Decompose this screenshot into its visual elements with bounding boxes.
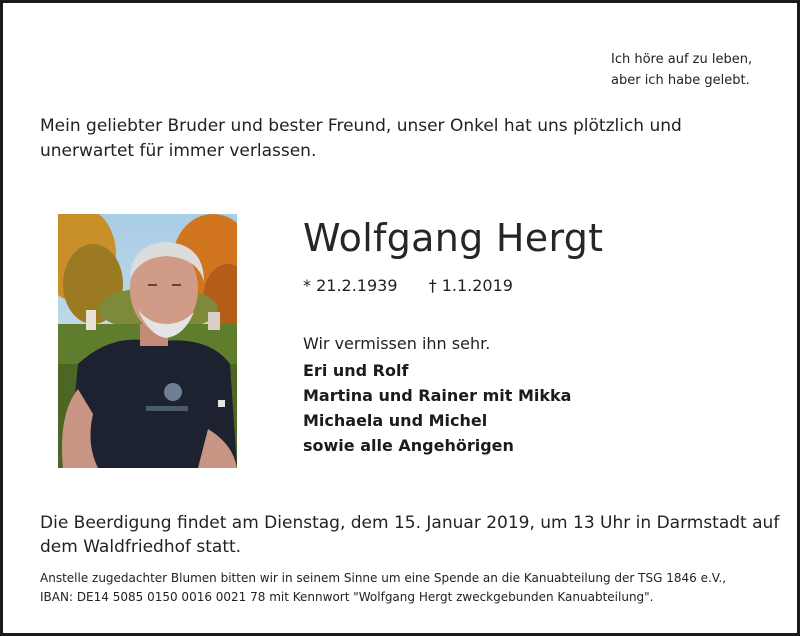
quote-line-2: aber ich habe gelebt.	[611, 73, 750, 88]
death-date: † 1.1.2019	[428, 276, 513, 295]
quote-line-1: Ich höre auf zu leben,	[611, 52, 753, 67]
birth-date: * 21.2.1939	[303, 276, 398, 295]
donation-line-2: IBAN: DE14 5085 0150 0016 0021 78 mit Kennwort "Wolfgang Hergt zweckgebunden Kanuabteilung".	[40, 590, 654, 604]
mourner-entry: sowie alle Angehörigen	[303, 436, 514, 455]
donation-info	[40, 569, 780, 607]
intro-text: Mein geliebter Bruder und bester Freund, unser Onkel hat uns plötzlich und unerwartet für immer verlassen.	[40, 116, 682, 161]
deceased-name: Wolfgang Hergt	[303, 216, 604, 260]
donation-line-1: Anstelle zugedachter Blumen bitten wir in seinem Sinne um eine Spende an die Kanuabteilung der TSG 1846 e.V.,	[40, 571, 727, 585]
mourner-entry: Michaela und Michel	[303, 411, 488, 430]
mourning-statement: Wir vermissen ihn sehr.	[303, 334, 491, 353]
portrait-photo	[58, 214, 237, 468]
portrait-illustration	[58, 214, 237, 468]
mourner-entry: Eri und Rolf	[303, 361, 409, 380]
mourner-entry: Martina und Rainer mit Mikka	[303, 386, 572, 405]
epigraph-quote	[611, 49, 752, 91]
mourners-list	[303, 358, 571, 458]
life-dates	[303, 275, 513, 297]
funeral-info: Die Beerdigung findet am Dienstag, dem 15. Januar 2019, um 13 Uhr in Darmstadt auf dem Waldfriedhof statt.	[40, 513, 780, 557]
